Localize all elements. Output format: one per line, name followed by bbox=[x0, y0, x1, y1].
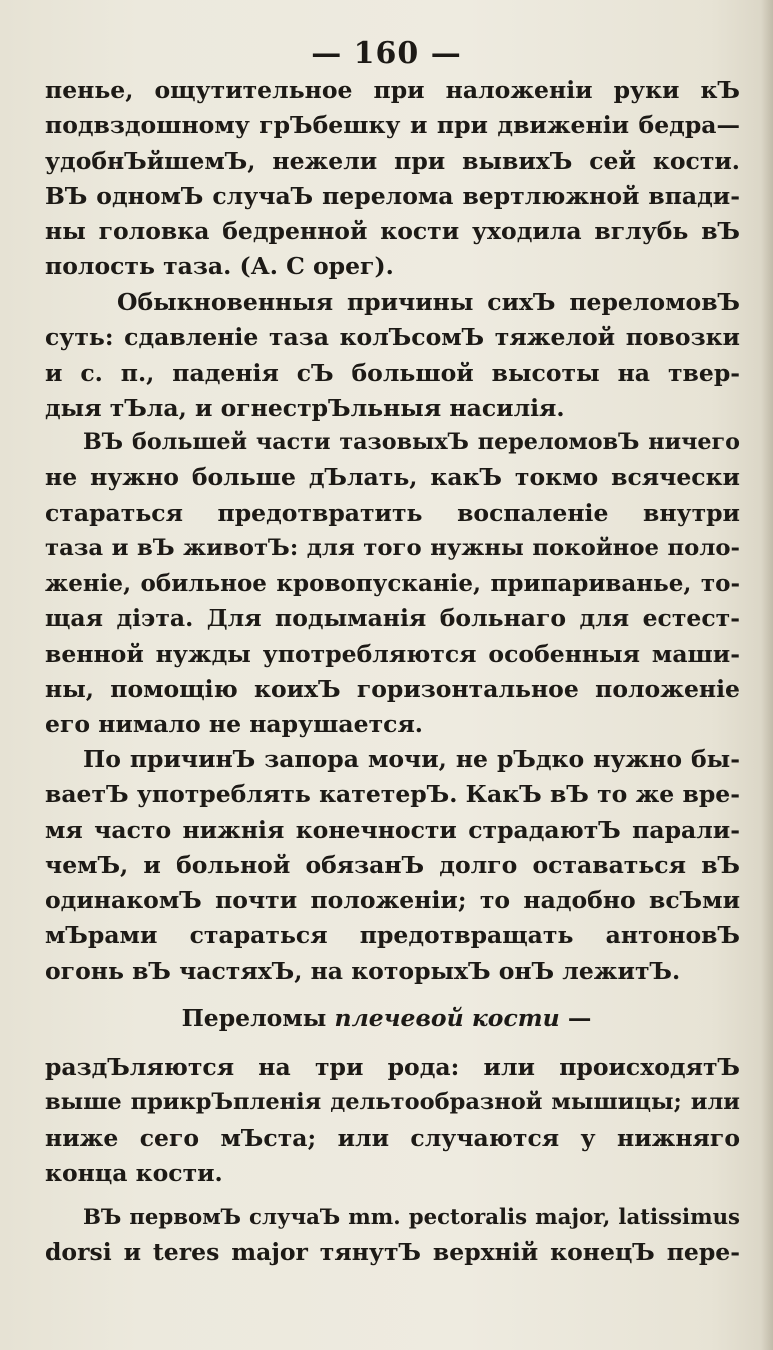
text-line: одинакомЪ почти положеніи; то надобно всЪми bbox=[45, 886, 740, 915]
text-line: венной нужды употребляются особенныя маши- bbox=[45, 639, 740, 668]
text-line: ВЪ одномЪ случаЪ перелома вертлюжной впади- bbox=[45, 181, 740, 210]
text-line: стараться предотвратить воспаленіе внутри bbox=[45, 498, 740, 527]
text-line: dorsi и teres major тянутЪ верхній конецЪ пере- bbox=[45, 1238, 740, 1267]
heading-italic-text: плечевой кости bbox=[334, 1004, 560, 1032]
text-line: дыя тЪла, и огнестрЪльныя насилія. bbox=[45, 393, 565, 422]
text-line: щая діэта. Для подыманія больнаго для естест- bbox=[45, 604, 740, 633]
text-line: таза и вЪ животЪ: для того нужны покойное поло- bbox=[45, 534, 740, 561]
paragraph-1 bbox=[45, 73, 740, 285]
page-binding-shadow bbox=[761, 0, 773, 1350]
text-line: подвздошному грЪбешку и при движеніи бедра— bbox=[45, 111, 740, 140]
text-line: огонь вЪ частяхЪ, на которыхЪ онЪ лежитЪ. bbox=[45, 956, 681, 985]
text-line: ВЪ большей части тазовыхЪ переломовЪ ничего bbox=[83, 429, 740, 455]
text-line: ваетЪ употреблять катетерЪ. КакЪ вЪ то же вре- bbox=[45, 780, 740, 809]
paragraph-2 bbox=[45, 285, 740, 426]
text-line: выше прикрЪпленія дельтообразной мышицы; или bbox=[45, 1089, 740, 1116]
text-line: мЪрами стараться предотвращать антоновЪ bbox=[45, 921, 740, 950]
paragraph-6 bbox=[45, 1200, 740, 1271]
text-line: ниже сего мЪста; или случаются у нижняго bbox=[45, 1123, 740, 1152]
paragraph-5 bbox=[45, 1050, 740, 1191]
text-line: По причинЪ запора мочи, не рЪдко нужно бы- bbox=[83, 745, 740, 773]
text-line: Обыкновенныя причины сихЪ переломовЪ bbox=[117, 288, 740, 316]
text-line: чемЪ, и больной обязанЪ долго оставаться вЪ bbox=[45, 850, 740, 879]
text-line: ны, помощію коихЪ горизонтальное положеніе bbox=[45, 675, 740, 704]
text-line: его нимало не нарушается. bbox=[45, 710, 423, 739]
paragraph-4 bbox=[45, 742, 740, 989]
text-line: раздЪляются на три рода: или происходятЪ bbox=[45, 1053, 740, 1081]
heading-text: Переломы bbox=[181, 1004, 335, 1032]
text-line: ны головка бедренной кости уходила вглубь вЪ bbox=[45, 217, 740, 246]
page-number: — 160 — bbox=[311, 36, 462, 71]
text-line: пенье, ощутительное при наложеніи руки кЪ bbox=[45, 76, 740, 104]
heading-dash: — bbox=[559, 1004, 592, 1032]
text-line: женіе, обильное кровопусканіе, припариванье, то- bbox=[45, 570, 740, 598]
text-line: удобнЪйшемЪ, нежели при вывихЪ сей кости. bbox=[45, 146, 740, 175]
text-line: суть: сдавленіе таза колЪсомЪ тяжелой повозки bbox=[45, 323, 740, 352]
paragraph-3 bbox=[45, 425, 740, 743]
text-line: мя часто нижнія конечности страдаютЪ парали- bbox=[45, 815, 740, 844]
text-line: полость таза. (А. С орег). bbox=[45, 252, 394, 281]
text-line: конца кости. bbox=[45, 1158, 223, 1187]
text-line: ВЪ первомЪ случаЪ mm. pectoralis major, latissimus bbox=[83, 1205, 740, 1230]
section-heading bbox=[0, 1000, 773, 1036]
text-line: не нужно больше дЪлать, какЪ токмо всячески bbox=[45, 463, 740, 492]
text-line: и с. п., паденія сЪ большой высоты на твер- bbox=[45, 358, 740, 387]
